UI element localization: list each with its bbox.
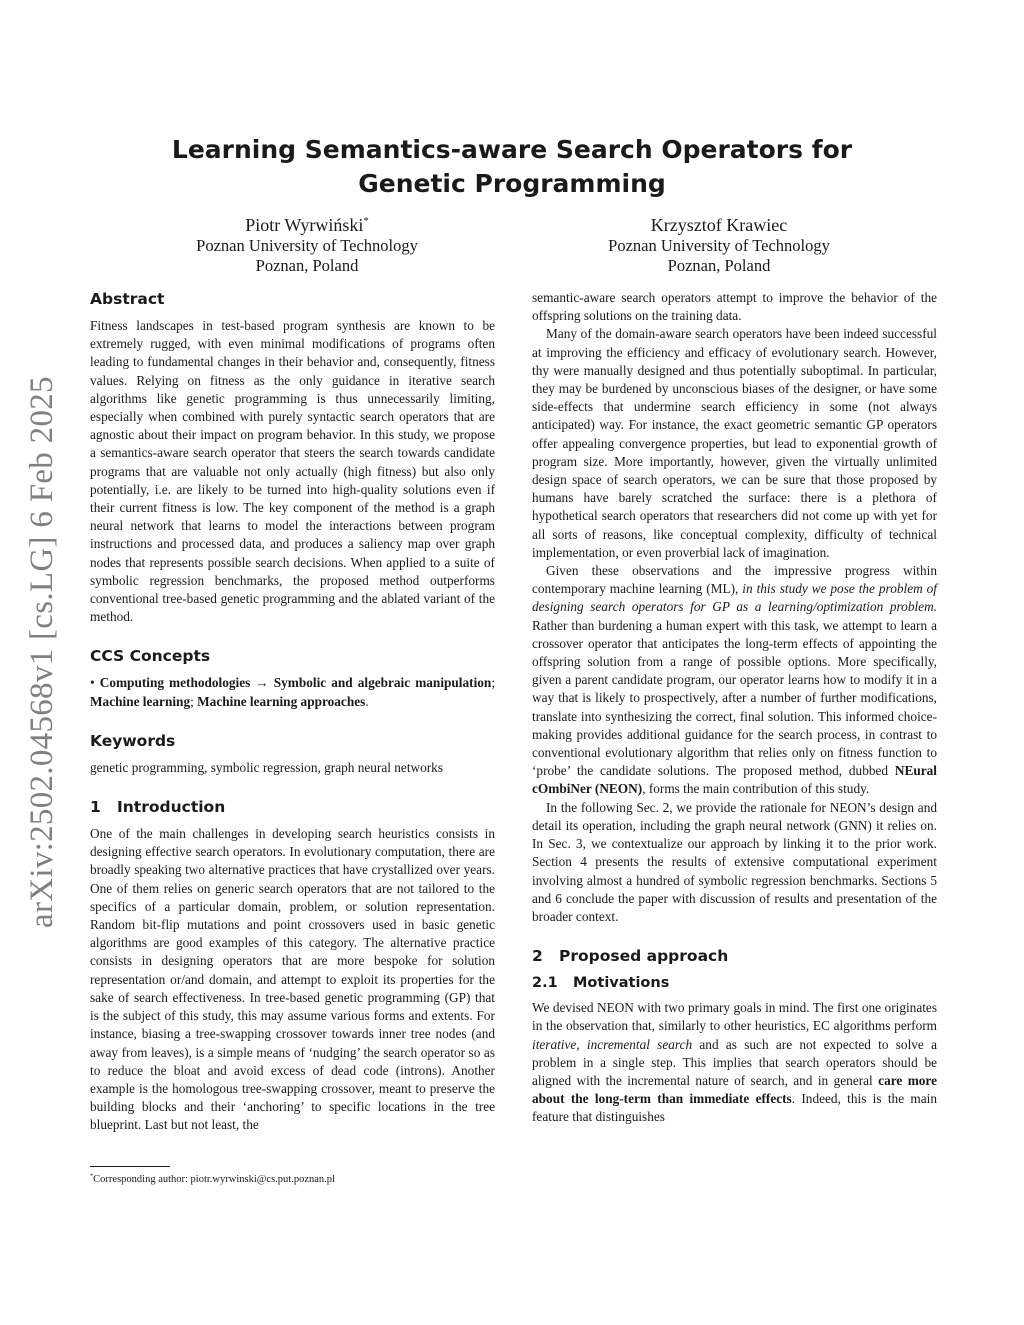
- paragraph: We devised NEON with two primary goals in mind. The first one originates in the observation that, similarly to other heuristics, EC algorithms perform iterative, incremental search and as such are not expected to solve a problem in a single step. This implies that search operators should be aligned with the incremental nature of search, and in general care more about the long-term than immediate effects. Indeed, this is the main feature that distinguishes: [532, 1000, 937, 1125]
- author-affiliation: Poznan University of Technology: [608, 236, 830, 255]
- keywords-text: genetic programming, symbolic regression, graph neural networks: [90, 759, 444, 775]
- footnote-divider: [90, 1166, 170, 1167]
- left-column: [90, 289, 495, 1135]
- author-location: Poznan, Poland: [667, 256, 771, 275]
- keywords-heading: Keywords: [90, 731, 176, 750]
- paper-title: Learning Semantics-aware Search Operators for Genetic Programming: [171, 135, 853, 198]
- right-column: [532, 289, 937, 1127]
- section-2-heading: 2 Proposed approach: [532, 947, 729, 966]
- abstract-text: Fitness landscapes in test-based program synthesis are known to be extremely rugged, with even minimal modifications of programs often leading to fundamental changes in their behavior and, consequently, fitness values. Relying on fitness as the only guidance in iterative search algorithms like genetic programming is thus unnecessarily limiting, especially when combined with purely syntactic search operators that are agnostic about their impact on program behavior. In this study, we propose a semantics-aware search operator that steers the search towards candidate programs that are valuable not only actually (high fitness) but also only potentially, i.e. are likely to be turned into high-quality solutions even if their current fitness is low. The key component of the method is a graph neural network that learns to model the interactions between program instructions and processed data, and produces a saliency map over graph nodes that represents possible search decisions. When applied to a suite of symbolic regression benchmarks, the proposed method outperforms conventional tree-based genetic programming and the ablated variant of the method.: [90, 318, 495, 625]
- arxiv-side-identifier: arXiv:2502.04568v1 [cs.LG] 6 Feb 2025: [24, 376, 60, 928]
- author-block-1: [157, 215, 457, 276]
- author-block-2: [569, 215, 869, 276]
- section-1-heading: 1 Introduction: [90, 798, 226, 817]
- author-location: Poznan, Poland: [255, 256, 359, 275]
- ccs-heading: CCS Concepts: [90, 647, 211, 666]
- author-name: Krzysztof Krawiec: [650, 215, 788, 235]
- footnote: *Corresponding author: piotr.wyrwinski@cs.put.poznan.pl: [90, 1172, 335, 1185]
- paragraph: Many of the domain-aware search operators have been indeed successful at improving the efficiency and efficacy of evolutionary search. However, thy were manually designed and thus potentially suboptimal. In particular, they may be burdened by unconscious biases of the designer, or have some side-effects that undermine search efficiency in some (not always anticipated) way. For instance, the exact geometric semantic GP operators offer appealing convergence properties, but lead to exponential growth of program size. More importantly, however, given the virtually unlimited design space of search operators, we can be sure that those proposed by humans have barely scratched the surface: there is a plethora of hypothetical search operators that researchers did not come up with yet for all sorts of reasons, like conceptual complexity, difficulty of technical implementation, or even proverbial lack of imagination.: [532, 326, 937, 560]
- author-name: Piotr Wyrwiński*: [245, 215, 369, 235]
- paragraph: Given these observations and the impressive progress within contemporary machine learning (ML), in this study we pose the problem of designing search operators for GP as a learning/optimization problem. Rather than burdening a human expert with this task, we attempt to learn a crossover operator that anticipates the long-term effects of appointing the offspring solution from a range of possible options. More specifically, given a parent candidate program, our operator learns how to modify it in a way that is likely to prospectively, after a number of further modifications, translate into synthesizing the correct, final solution. This informed choice-making provides additional guidance for the search process, in contrast to conventional evolutionary algorithm that relies only on fitness function to ‘probe’ the candidate solutions. The proposed method, dubbed NEural cOmbiNer (NEON), forms the main contribution of this study.: [532, 563, 937, 797]
- author-affiliation: Poznan University of Technology: [196, 236, 418, 255]
- subsection-2-1-heading: 2.1 Motivations: [532, 975, 670, 992]
- paragraph: In the following Sec. 2, we provide the rationale for NEON’s design and detail its operation, including the graph neural network (GNN) it relies on. In Sec. 3, we contextualize our approach by linking it to the prior work. Section 4 presents the results of extensive computational experiment involving almost a hundred of symbolic regression benchmarks. Sections 5 and 6 conclude the paper with discussion of results and presentation of the broader context.: [532, 799, 937, 924]
- intro-text: One of the main challenges in developing search heuristics consists in designing effective search operators. In evolutionary computation, there are broadly speaking two alternative practices that have crystallized over years. One of them relies on generic search operators that are not tailored to the specifics of a particular domain, problem, or solution representation. Random bit-flip mutations and point crossovers used in basic genetic algorithms are good examples of this category. The alternative practice consists in designing operators that are more bespoke for solution representation or/and domain, and attempt to exploit its properties for the sake of search effectiveness. In tree-based genetic programming (GP) that is the subject of this study, this may assume various forms and extents. For instance, biasing a tree-swapping crossover towards inner tree nodes (and away from leaves), is a simple means of ‘nudging’ the search operator so as to reduce the bloat and avoid excess of dead code (introns). Another example is the homologous tree-swapping crossover, meant to preserve the building blocks and their ‘anchoring’ to specific locations in the tree blueprint. Last but not least, the: [90, 826, 495, 1133]
- ccs-concepts: • Computing methodologies → Symbolic and algebraic manipulation; Machine learning; Machine learning approaches.: [90, 675, 496, 709]
- paragraph: semantic-aware search operators attempt to improve the behavior of the offspring solutions on the training data.: [532, 290, 937, 324]
- abstract-heading: Abstract: [90, 290, 165, 308]
